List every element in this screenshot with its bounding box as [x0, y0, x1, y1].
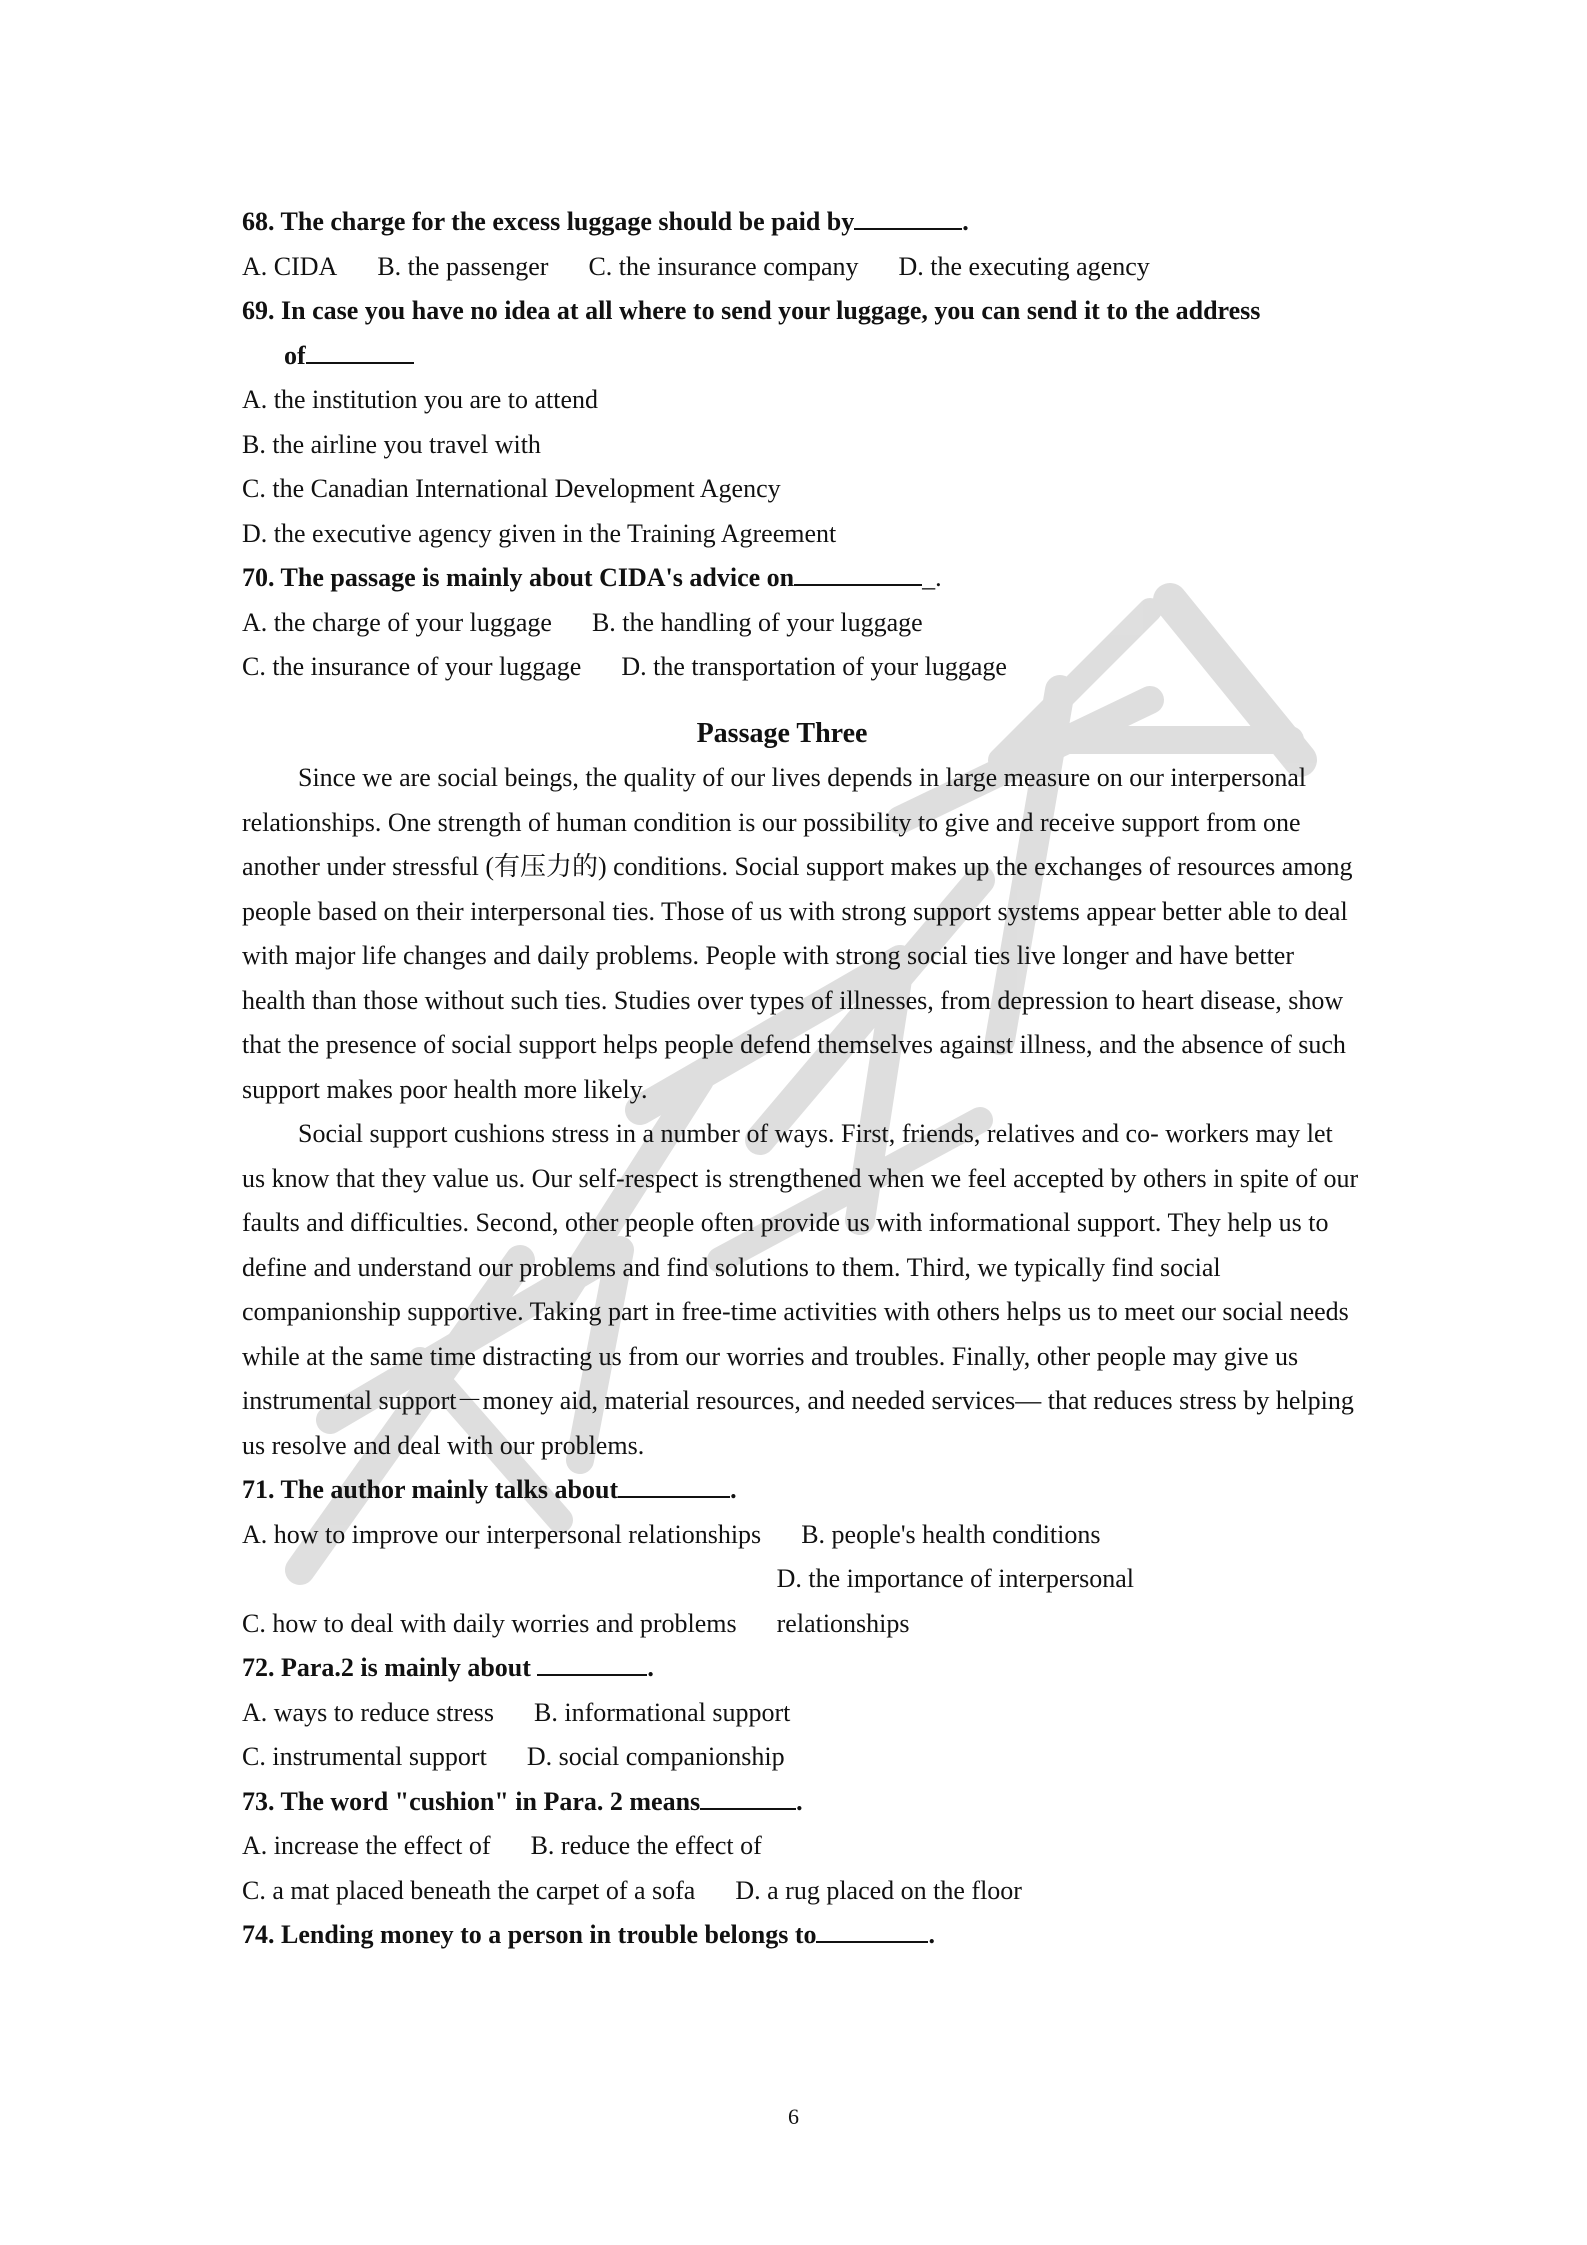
question-73 — [242, 1780, 1362, 1825]
option-b: B. the handling of your luggage — [591, 607, 923, 637]
option-d: D. social companionship — [526, 1742, 785, 1771]
question-end: . — [796, 1786, 803, 1816]
option-d: D. the executing agency — [898, 251, 1150, 281]
options-row — [242, 1735, 1362, 1780]
option-d: D. the importance of interpersonal relationships — [776, 1564, 1135, 1638]
options-row — [242, 1557, 1362, 1646]
question-72 — [242, 1646, 1362, 1691]
options-row — [242, 1869, 1362, 1914]
answer-blank — [618, 1470, 730, 1498]
question-end: . — [647, 1653, 654, 1682]
question-71 — [242, 1468, 1362, 1513]
answer-blank — [816, 1915, 928, 1943]
options-row — [242, 1513, 1362, 1558]
answer-blank — [306, 336, 414, 364]
option-d: D. the executive agency given in the Training Agreement — [242, 518, 837, 548]
option-c: C. the insurance of your luggage — [242, 652, 582, 681]
options-row — [242, 645, 1362, 690]
option-d: D. the transportation of your luggage — [621, 652, 1007, 681]
option-a: A. ways to reduce stress — [242, 1697, 494, 1727]
answer-blank — [794, 558, 922, 586]
question-stem: 70. The passage is mainly about CIDA's advice on — [242, 563, 795, 592]
question-stem-continued: of — [284, 340, 306, 370]
option-c: C. the Canadian International Development Agency — [242, 474, 781, 503]
passage-paragraph-1: Since we are social beings, the quality of our lives depends in large measure on our interpersonal relationships. One strength of human condition is our possibility to give and receive support from one another under stressful (有压力的) conditions. Social support makes up the exchanges of resources among people based on their interpersonal ties. Those of us with strong support systems appear better able to deal with major life changes and daily problems. People with strong social ties live longer and have better health than those without such ties. Studies over types of illnesses, from depression to heart disease, show that the presence of social support helps people defend themselves against illness, and the absence of such support makes poor health more likely. — [242, 763, 1353, 1104]
question-69 — [242, 289, 1362, 334]
question-69-continued — [242, 334, 1362, 379]
document-body — [242, 200, 1362, 1958]
option-c: C. how to deal with daily worries and problems — [242, 1608, 737, 1638]
option-b: B. the passenger — [377, 251, 549, 281]
passage-paragraph-2: Social support cushions stress in a number of ways. First, friends, relatives and co- workers may let us know that they value us. Our self-respect is strengthened when we feel accepted by others in spite of our faults and difficulties. Second, other people often provide us with informational support. They help us to define and understand our problems and find solutions to them. Third, we typically find social companionship supportive. Taking part in free-time activities with others helps us to meet our social needs while at the same time distracting us from our worries and troubles. Finally, other people may give us instrumental support－money aid, material resources, and needed services— that reduces stress by helping us resolve and deal with our problems. — [242, 1119, 1359, 1460]
option-a: A. the charge of your luggage — [242, 607, 552, 637]
page-number: 6 — [788, 2104, 799, 2129]
option-d: D. a rug placed on the floor — [735, 1875, 1022, 1905]
option-a: A. how to improve our interpersonal relationships — [242, 1519, 762, 1549]
question-70 — [242, 556, 1362, 601]
passage-title: Passage Three — [696, 717, 868, 749]
option-c: C. the insurance company — [588, 251, 859, 281]
question-end: . — [730, 1475, 737, 1504]
option-c: C. a mat placed beneath the carpet of a sofa — [242, 1875, 696, 1905]
question-stem: 68. The charge for the excess luggage should be paid by — [242, 207, 855, 236]
question-end: . — [928, 1920, 935, 1949]
question-stem: 73. The word "cushion" in Para. 2 means — [242, 1786, 701, 1816]
answer-blank — [537, 1648, 647, 1676]
option-a: A. increase the effect of — [242, 1831, 491, 1860]
question-stem: 74. Lending money to a person in trouble belongs to — [242, 1920, 817, 1949]
options-row — [242, 601, 1362, 646]
option-b: B. the airline you travel with — [242, 429, 541, 459]
answer-blank — [854, 202, 962, 230]
options-row — [242, 1824, 1362, 1869]
question-end: _. — [922, 563, 942, 592]
option-b: B. informational support — [534, 1697, 791, 1727]
options-row — [242, 1691, 1362, 1736]
answer-blank — [700, 1782, 796, 1810]
option-b: B. reduce the effect of — [530, 1831, 762, 1860]
option-a: A. CIDA — [242, 251, 338, 281]
question-stem: 72. Para.2 is mainly about — [242, 1653, 538, 1682]
option-c: C. instrumental support — [242, 1742, 487, 1771]
option-b: B. people's health conditions — [801, 1519, 1101, 1549]
question-stem: 71. The author mainly talks about — [242, 1475, 619, 1504]
question-stem: 69. In case you have no idea at all where to send your luggage, you can send it to the address — [242, 296, 1261, 325]
option-a: A. the institution you are to attend — [242, 385, 598, 414]
question-74 — [242, 1913, 1362, 1958]
options-row — [242, 245, 1362, 290]
question-end: . — [962, 207, 969, 236]
question-68 — [242, 200, 1362, 245]
